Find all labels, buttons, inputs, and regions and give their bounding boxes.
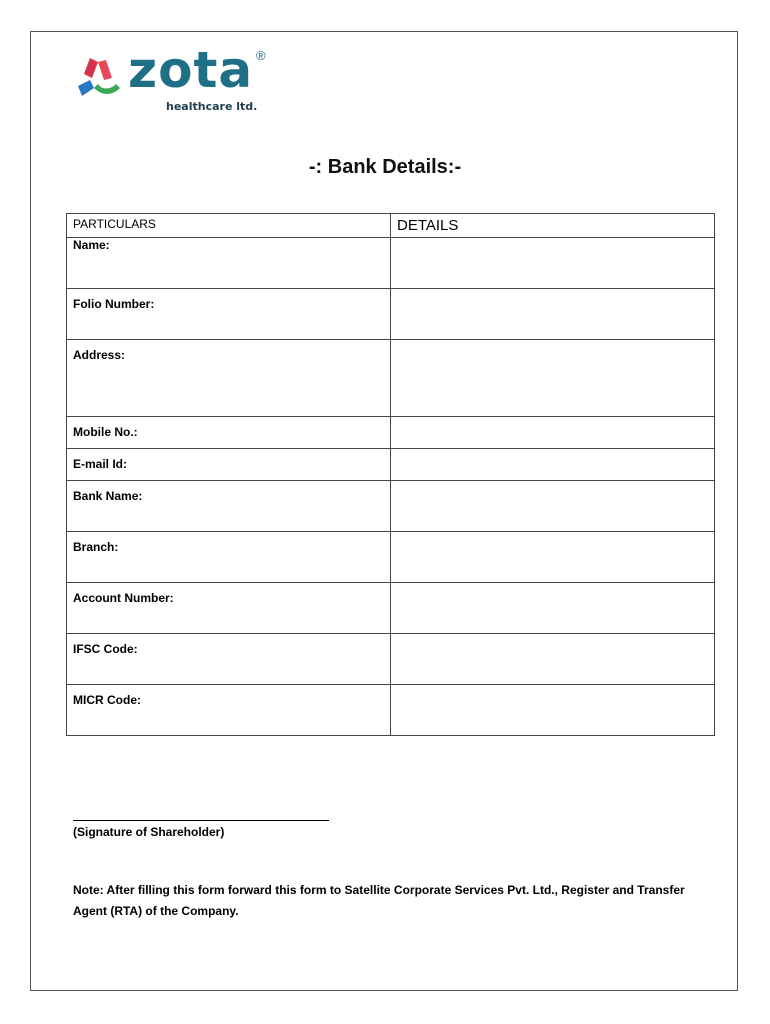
value-micr[interactable] — [391, 685, 715, 736]
row-name — [67, 238, 715, 289]
row-micr — [67, 685, 715, 736]
value-address[interactable] — [391, 340, 715, 417]
value-folio[interactable] — [391, 289, 715, 340]
label-email: E-mail Id: — [67, 449, 391, 481]
company-logo — [76, 41, 276, 120]
label-ifsc: IFSC Code: — [67, 634, 391, 685]
label-bank-name: Bank Name: — [67, 481, 391, 532]
label-micr: MICR Code: — [67, 685, 391, 736]
row-branch — [67, 532, 715, 583]
value-branch[interactable] — [391, 532, 715, 583]
header-particulars: PARTICULARS — [67, 214, 391, 238]
value-bank-name[interactable] — [391, 481, 715, 532]
label-mobile: Mobile No.: — [67, 417, 391, 449]
value-account-number[interactable] — [391, 583, 715, 634]
registered-mark: ® — [256, 48, 266, 63]
row-email — [67, 449, 715, 481]
logo-mark-icon — [76, 56, 122, 100]
row-bank-name — [67, 481, 715, 532]
row-folio — [67, 289, 715, 340]
logo-wordmark: zota — [128, 41, 254, 99]
row-mobile — [67, 417, 715, 449]
value-ifsc[interactable] — [391, 634, 715, 685]
header-details: DETAILS — [391, 214, 715, 238]
row-account-number — [67, 583, 715, 634]
row-ifsc — [67, 634, 715, 685]
label-name: Name: — [67, 238, 391, 289]
table-header-row — [67, 214, 715, 238]
value-mobile[interactable] — [391, 417, 715, 449]
logo-tagline: healthcare ltd. — [166, 100, 258, 113]
value-email[interactable] — [391, 449, 715, 481]
value-name[interactable] — [391, 238, 715, 289]
row-address — [67, 340, 715, 417]
signature-line[interactable] — [73, 806, 329, 821]
form-note: Note: After filling this form forward this form to Satellite Corporate Services Pvt. Ltd., Register and Transfer Agent (RTA) of the Company. — [73, 883, 685, 918]
label-account-number: Account Number: — [67, 583, 391, 634]
form-title: -: Bank Details:- — [308, 156, 462, 178]
label-address: Address: — [67, 340, 391, 417]
label-branch: Branch: — [67, 532, 391, 583]
bank-details-table — [66, 213, 715, 736]
signature-label: (Signature of Shareholder) — [73, 825, 225, 839]
label-folio: Folio Number: — [67, 289, 391, 340]
